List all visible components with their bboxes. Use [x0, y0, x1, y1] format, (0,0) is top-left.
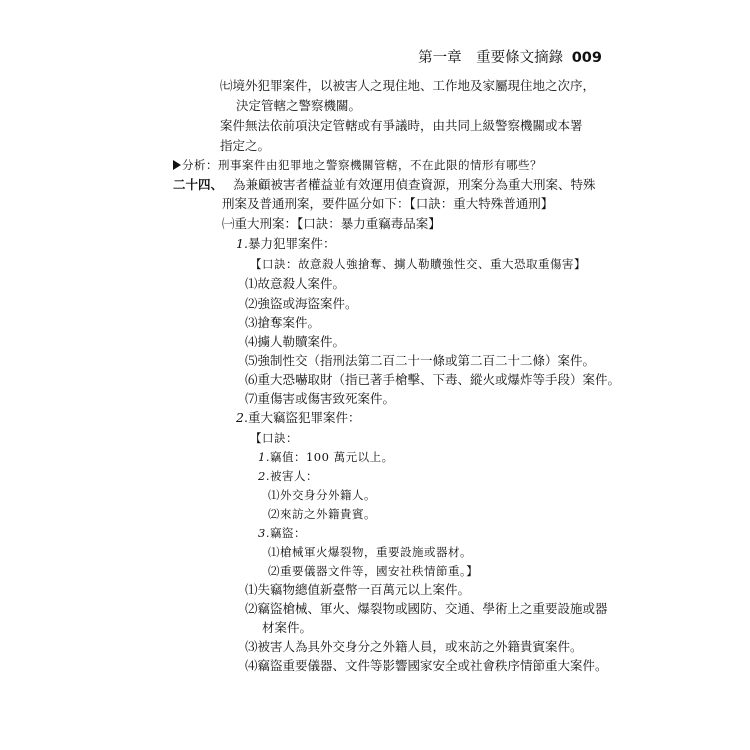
- text-line: 決定管轄之警察機關。: [236, 98, 362, 113]
- text-line: 刑案及普通刑案，要件區分如下：【口訣：重大特殊普通刑】: [222, 196, 554, 211]
- running-header: [418, 46, 602, 67]
- list-item: ⑺重傷害或傷害致死案件。: [245, 391, 396, 406]
- list-item: ⑷竊盜重要儀器、文件等影響國家安全或社會秩序情節重大案件。: [245, 658, 608, 673]
- list-item: ⑹重大恐嚇取財（指已著手槍擊、下毒、縱火或爆炸等手段）案件。: [245, 372, 621, 387]
- subsection-text: 重大竊盜犯罪案件：: [247, 410, 361, 425]
- list-item: ⑴失竊物總值新臺幣一百萬元以上案件。: [245, 582, 471, 597]
- mnemonic-text: 竊值：100 萬元以上。: [269, 450, 394, 464]
- text-line: 案件無法依前項決定管轄或有爭議時，由共同上級警察機關或本署: [220, 118, 583, 133]
- list-item: ⑵強盜或海盜案件。: [245, 296, 358, 311]
- section-heading: ㈠重大刑案：【口訣：暴力重竊毒品案】: [222, 216, 441, 231]
- mnemonic-line: ⑴外交身分外籍人。: [268, 488, 376, 502]
- list-item: ⑸強制性交（指刑法第二百二十一條或第二百二十二條）案件。: [245, 353, 596, 368]
- mnemonic-line: 【口訣：: [250, 431, 298, 445]
- list-number: 2.: [236, 410, 248, 425]
- mnemonic-text: 被害人：: [269, 469, 318, 483]
- page-number: 009: [571, 50, 602, 66]
- article-number: 二十四、: [173, 177, 224, 192]
- subsection-heading: [236, 236, 335, 252]
- mnemonic-line: 【口訣：故意殺人強搶奪、擄人勒贖強性交、重大恐取重傷害】: [250, 257, 586, 271]
- list-item: ⑴故意殺人案件。: [245, 276, 346, 291]
- article-24-line: [173, 177, 596, 193]
- article-text: 為兼顧被害者權益並有效運用偵查資源，刑案分為重大刑案、特殊: [233, 177, 596, 192]
- list-number: 3.: [258, 526, 270, 540]
- chapter-title: 第一章 重要條文摘錄: [418, 50, 564, 66]
- text-line: 指定之。: [220, 138, 271, 153]
- subsection-heading: [236, 410, 360, 426]
- list-item-continued: 材案件。: [262, 620, 313, 635]
- mnemonic-line: ⑴槍械軍火爆裂物，重要設施或器材。: [268, 545, 472, 559]
- mnemonic-line: [258, 525, 306, 541]
- mnemonic-line: ⑵重要儀器文件等，國安社秩情節重。】: [268, 564, 479, 578]
- analysis-text: 分析：刑事案件由犯罪地之警察機關管轄，不在此限的情形有哪些？: [182, 158, 542, 172]
- analysis-question: [173, 157, 542, 173]
- list-item: ⑷擄人勒贖案件。: [245, 334, 346, 349]
- triangle-bullet-icon: [173, 160, 181, 170]
- list-number: 1.: [236, 236, 248, 251]
- list-item: ⑶被害人為具外交身分之外籍人員，或來訪之外籍貴賓案件。: [245, 639, 583, 654]
- subsection-text: 暴力犯罪案件：: [247, 236, 336, 251]
- list-number: 2.: [258, 469, 270, 483]
- list-item: ⑵竊盜槍械、軍火、爆裂物或國防、交通、學術上之重要設施或器: [245, 601, 608, 616]
- mnemonic-line: ⑵來訪之外籍貴賓。: [268, 507, 376, 521]
- list-item: ⑶搶奪案件。: [245, 315, 321, 330]
- list-number: 1.: [258, 450, 270, 464]
- mnemonic-line: [258, 468, 318, 484]
- mnemonic-text: 竊盜：: [269, 526, 306, 540]
- text-line: ㈦境外犯罪案件，以被害人之現住地、工作地及家屬現住地之次序，: [220, 78, 596, 93]
- mnemonic-line: [258, 449, 394, 465]
